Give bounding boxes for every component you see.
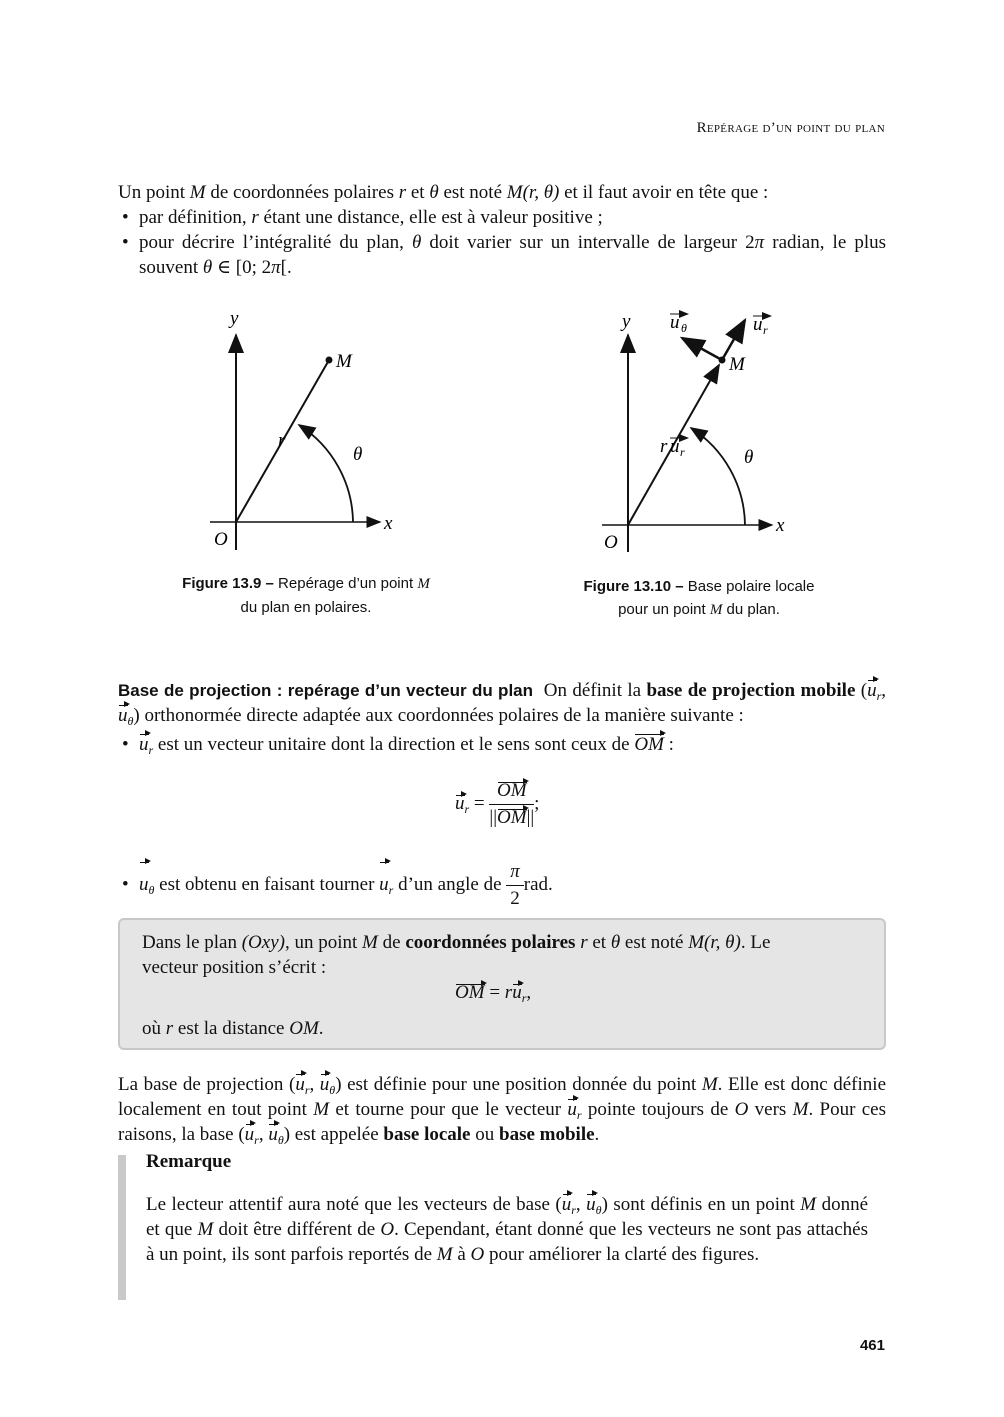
svg-text:u: u (670, 312, 680, 333)
label-r: r (278, 430, 286, 451)
svg-text:r: r (763, 323, 768, 337)
definition-text: Dans le plan (Oxy), un point M de coordonnées polaires r et θ est noté M(r, θ). Le vecteur position s’écrit : (142, 932, 771, 978)
figure-13-10 (582, 300, 812, 562)
svg-text:r: r (680, 445, 685, 459)
label-o: O (214, 529, 228, 550)
svg-text:θ: θ (681, 321, 687, 335)
page-number: 461 (859, 1337, 885, 1354)
svg-text:u: u (753, 314, 763, 335)
label-theta: θ (353, 444, 363, 465)
label-x: x (384, 513, 393, 534)
remark-text: Le lecteur attentif aura noté que les vecteurs de base ($u_r$, $u_\theta$) sont définis en un point M donné et que M doit être différent de O. Cependant, étant donné que les vecteurs ne sont pas attachés à un point, ils sont parfois reportés de M à O pour améliorer la clarté des figures. (146, 1194, 869, 1265)
remark-title: Remarque (146, 1151, 232, 1172)
theta-arc (299, 425, 353, 522)
figure-13-10-caption: Figure 13.10 – Base polaire locale pour un point M du plan. (583, 578, 815, 618)
figure-13-9 (190, 300, 420, 560)
intro-bullet-2: • pour décrire l’intégralité du plan, θ doit varier sur un intervalle de largeur 2π radian, le plus souvent θ ∈ [0; 2π[. (122, 232, 886, 278)
svg-text:M: M (729, 354, 745, 375)
theta-arc-2 (691, 428, 745, 525)
utheta-vector (682, 338, 722, 360)
label-y: y (230, 308, 239, 329)
svg-text:x: x (776, 515, 785, 536)
definition-text-2: où r est la distance OM. (142, 1018, 324, 1039)
section-bullet-2: • $u_\theta$ est obtenu en faisant tourner $u_r$ d’un angle de $\frac{\pi}{2}$ rad. (122, 861, 553, 910)
running-header: Repérage d’un point du plan (696, 120, 885, 136)
remark-bar (118, 1155, 126, 1300)
svg-text:u: u (670, 436, 680, 457)
intro-paragraph: Un point M de coordonnées polaires r et θ est noté M(r, θ) et il faut avoir en tête que : (118, 182, 769, 203)
svg-text:O: O (604, 532, 618, 553)
svg-text:θ: θ (744, 447, 754, 468)
equation-ur: $u_r$ = $\frac{OM}{||OM||}$ ; (455, 780, 540, 828)
section-paragraph: Base de projection : repérage d’un vecteur du plan On définit la base de projection mobile ($u_r$, $u_\theta$) orthonormée directe adaptée aux coordonnées polaires de la manière suivante : (118, 680, 887, 728)
intro-bullet-1: • par définition, r étant une distance, elle est à valeur positive ; (122, 207, 603, 228)
figure-13-9-caption: Figure 13.9 – Repérage d’un point M du plan en polaires. (182, 575, 430, 616)
equation-om: OM = $ru_r$, (455, 982, 532, 1005)
svg-text:y: y (622, 311, 631, 332)
section-title: Base de projection : repérage d’un vecteur du plan (118, 681, 534, 700)
svg-text:r: r (660, 436, 668, 457)
section-bullet-1: • $u_r$ est un vecteur unitaire dont la direction et le sens sont ceux de OM : (122, 734, 674, 757)
point-m (326, 357, 333, 364)
label-m: M (336, 351, 352, 372)
after-paragraph: La base de projection ($u_r$, $u_\theta$) est définie pour une position donnée du point M. Elle est donc définie localement en tout point M et tourne pour que le vecteur $u_r$ pointe toujours de O vers M. Pour ces raisons, la base ($u_r$, $u_\theta$) est appelée base locale ou base mobile. (118, 1074, 887, 1147)
